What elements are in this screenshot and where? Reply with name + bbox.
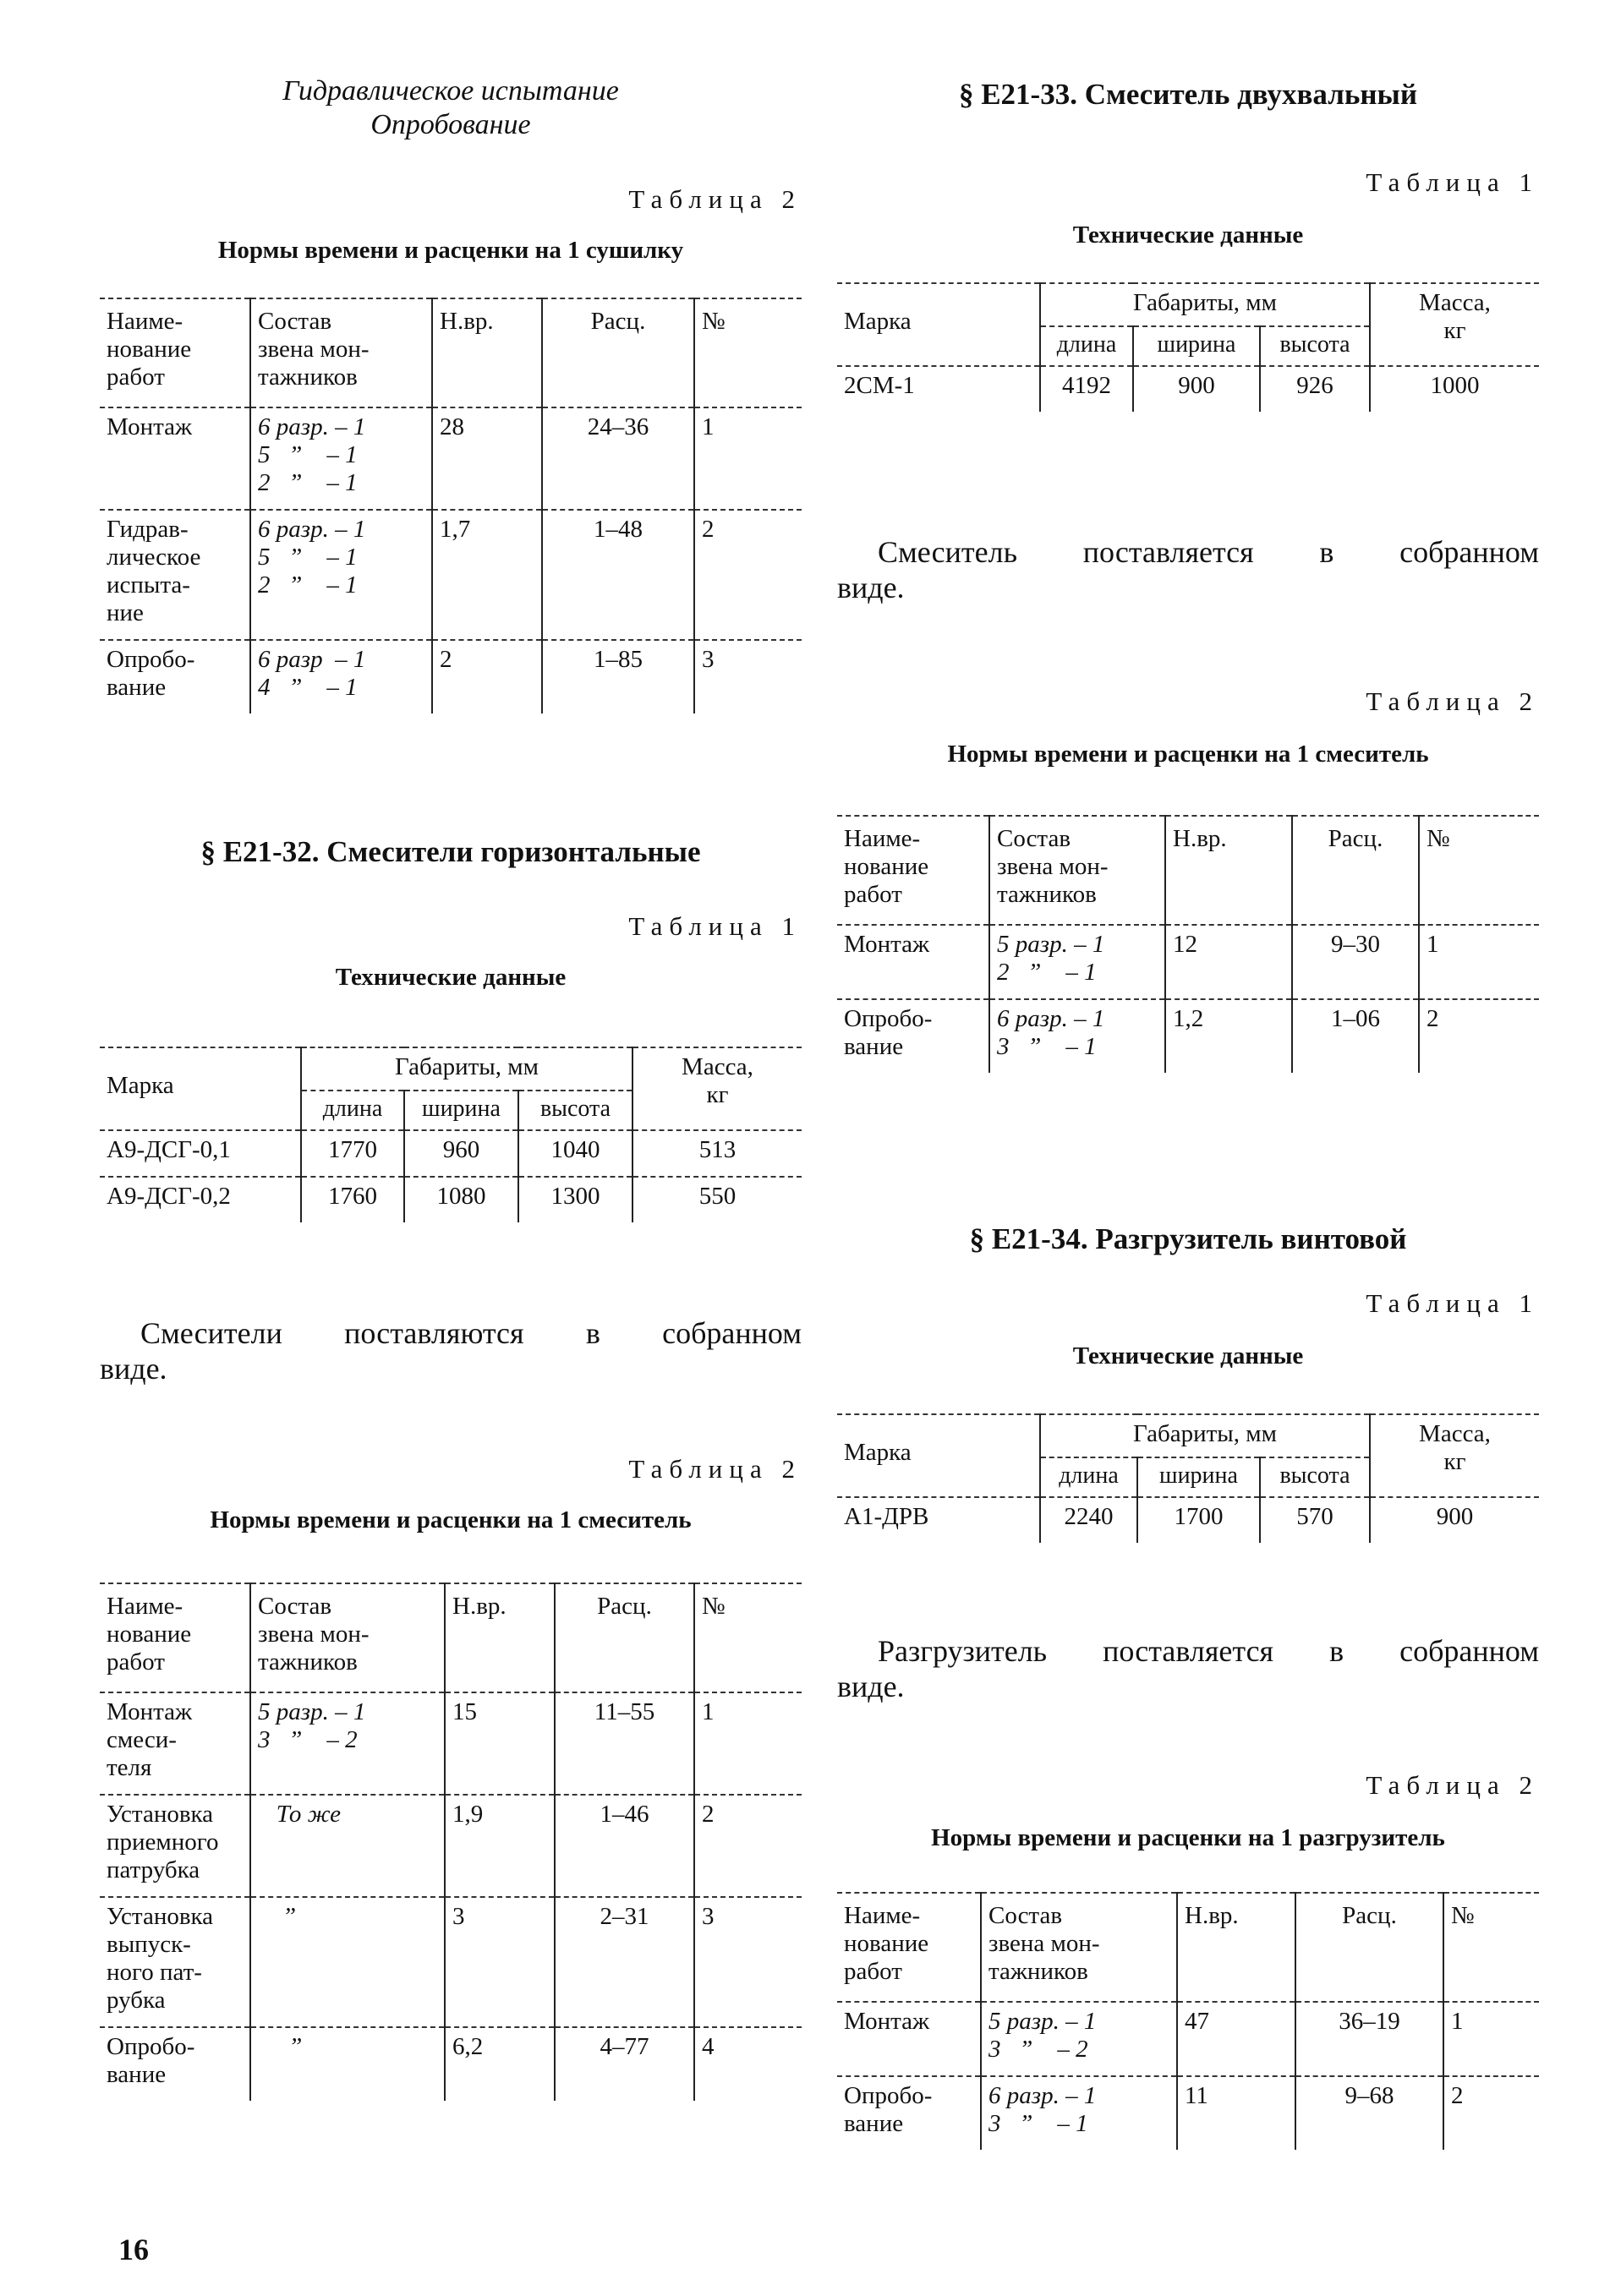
length: 1760 bbox=[301, 1177, 404, 1222]
crew: 5 разр. – 1 2 ” – 1 bbox=[989, 925, 1165, 999]
table-label: Таблица 1 bbox=[628, 911, 802, 941]
table-row bbox=[837, 1497, 1539, 1543]
width: 900 bbox=[1133, 366, 1260, 412]
paragraph-line: виде. bbox=[837, 571, 905, 604]
row-number: 4 bbox=[694, 2027, 802, 2101]
hours: 11 bbox=[1177, 2076, 1295, 2150]
header-hours: Н.вр. bbox=[432, 298, 542, 407]
crew: 5 разр. – 1 3 ” – 2 bbox=[250, 1692, 445, 1795]
mark: А9-ДСГ-0,2 bbox=[107, 1183, 231, 1210]
header-height: высота bbox=[1260, 1457, 1370, 1497]
rate: 2–31 bbox=[555, 1897, 694, 2027]
height: 1300 bbox=[518, 1177, 632, 1222]
header-number: № bbox=[1443, 1893, 1539, 2002]
table-row bbox=[100, 1897, 802, 2027]
header-number: № bbox=[694, 1583, 802, 1692]
hours: 12 bbox=[1165, 925, 1292, 999]
header-mark: Марка bbox=[107, 1071, 174, 1099]
rate: 4–77 bbox=[555, 2027, 694, 2101]
rate: 9–68 bbox=[1295, 2076, 1443, 2150]
page-number: 16 bbox=[118, 2233, 149, 2266]
table-row bbox=[837, 2002, 1539, 2076]
rate: 1–48 bbox=[542, 510, 694, 640]
table-caption: Технические данные bbox=[1072, 1342, 1304, 1369]
header-mass: Масса, кг bbox=[1370, 283, 1539, 366]
work-name: Монтаж bbox=[107, 413, 193, 440]
header-rate: Расц. bbox=[542, 298, 694, 407]
header-rate: Расц. bbox=[1295, 1893, 1443, 2002]
table-header-row bbox=[837, 283, 1539, 326]
header-length: длина bbox=[301, 1091, 404, 1130]
table-label: Таблица 2 bbox=[1366, 1770, 1539, 1800]
table-header-row bbox=[837, 1414, 1539, 1457]
mass: 550 bbox=[632, 1177, 802, 1222]
crew: 6 разр. – 1 3 ” – 1 bbox=[981, 2076, 1177, 2150]
table-header-row bbox=[100, 298, 802, 407]
hours: 6,2 bbox=[445, 2027, 555, 2101]
length: 1770 bbox=[301, 1130, 404, 1177]
norms-table-dryer bbox=[100, 298, 802, 713]
header-rate: Расц. bbox=[1292, 816, 1419, 925]
row-number: 2 bbox=[1443, 2076, 1539, 2150]
header-number: № bbox=[1419, 816, 1539, 925]
crew: ” bbox=[250, 2027, 445, 2101]
header-length: длина bbox=[1040, 326, 1133, 366]
width: 960 bbox=[404, 1130, 518, 1177]
row-number: 3 bbox=[694, 640, 802, 713]
header-number: № bbox=[694, 298, 802, 407]
crew: 6 разр. – 1 3 ” – 1 bbox=[989, 999, 1165, 1073]
table-header-row bbox=[837, 1893, 1539, 2002]
header-crew: Состав звена мон- тажников bbox=[981, 1893, 1177, 2002]
crew: То же bbox=[250, 1795, 445, 1897]
work-name: Опробо- вание bbox=[107, 646, 195, 701]
header-dimensions: Габариты, мм bbox=[301, 1047, 632, 1091]
paragraph-delivery bbox=[100, 1315, 802, 1386]
header-name: Наиме- нование работ bbox=[107, 1593, 192, 1676]
table-header-row bbox=[837, 816, 1539, 925]
hours: 1,2 bbox=[1165, 999, 1292, 1073]
height: 1040 bbox=[518, 1130, 632, 1177]
mass: 1000 bbox=[1370, 366, 1539, 412]
rate: 9–30 bbox=[1292, 925, 1419, 999]
table-row bbox=[100, 1177, 802, 1222]
header-hours: Н.вр. bbox=[1177, 1893, 1295, 2002]
crew: 5 разр. – 1 3 ” – 2 bbox=[981, 2002, 1177, 2076]
header-mass: Масса, кг bbox=[1370, 1414, 1539, 1497]
work-name: Монтаж bbox=[844, 931, 930, 958]
height: 570 bbox=[1260, 1497, 1370, 1543]
paragraph-line: Разгрузитель поставляется в собранном bbox=[878, 1634, 1539, 1668]
header-dimensions: Габариты, мм bbox=[1040, 283, 1370, 326]
header-crew: Состав звена мон- тажников bbox=[250, 1583, 445, 1692]
header-mass: Масса, кг bbox=[632, 1047, 802, 1130]
spec-table-twin-shaft-mixer bbox=[837, 282, 1539, 412]
work-name: Опробо- вание bbox=[844, 2082, 933, 2137]
work-name: Гидрав- лическое испыта- ние bbox=[107, 516, 201, 626]
table-header-row bbox=[100, 1047, 802, 1091]
hours: 2 bbox=[432, 640, 542, 713]
paragraph-delivery bbox=[837, 1633, 1539, 1704]
mark: А1-ДРВ bbox=[844, 1503, 929, 1530]
rate: 36–19 bbox=[1295, 2002, 1443, 2076]
crew: 6 разр – 1 4 ” – 1 bbox=[250, 640, 432, 713]
table-label: Таблица 1 bbox=[1366, 1288, 1539, 1318]
section-heading-hydraulic bbox=[100, 74, 802, 142]
rate: 1–85 bbox=[542, 640, 694, 713]
header-mark: Марка bbox=[844, 1438, 912, 1466]
table-row bbox=[100, 1795, 802, 1897]
table-row bbox=[837, 999, 1539, 1073]
header-width: ширина bbox=[1137, 1457, 1260, 1497]
rate: 11–55 bbox=[555, 1692, 694, 1795]
work-name: Установка приемного патрубка bbox=[107, 1801, 219, 1883]
row-number: 1 bbox=[1443, 2002, 1539, 2076]
paragraph-line: виде. bbox=[100, 1352, 167, 1386]
width: 1700 bbox=[1137, 1497, 1260, 1543]
hours: 1,9 bbox=[445, 1795, 555, 1897]
height: 926 bbox=[1260, 366, 1370, 412]
section-heading-e21-32: § Е21-32. Смесители горизонтальные bbox=[200, 835, 701, 868]
row-number: 1 bbox=[694, 1692, 802, 1795]
table-caption: Технические данные bbox=[1072, 221, 1304, 249]
mass: 513 bbox=[632, 1130, 802, 1177]
table-label: Таблица 1 bbox=[1366, 167, 1539, 197]
norms-table-horizontal-mixer bbox=[100, 1583, 802, 2101]
paragraph-delivery bbox=[837, 534, 1539, 605]
hours: 15 bbox=[445, 1692, 555, 1795]
row-number: 2 bbox=[1419, 999, 1539, 1073]
rate: 1–46 bbox=[555, 1795, 694, 1897]
header-mark: Марка bbox=[844, 307, 912, 335]
table-caption: Нормы времени и расценки на 1 смеситель bbox=[947, 741, 1429, 768]
mark: А9-ДСГ-0,1 bbox=[107, 1136, 231, 1163]
length: 2240 bbox=[1040, 1497, 1137, 1543]
mass: 900 bbox=[1370, 1497, 1539, 1543]
hours: 28 bbox=[432, 407, 542, 510]
table-label: Таблица 2 bbox=[628, 184, 802, 214]
table-row bbox=[100, 1130, 802, 1177]
table-label: Таблица 2 bbox=[1366, 686, 1539, 716]
table-row bbox=[100, 407, 802, 510]
table-row bbox=[837, 366, 1539, 412]
header-width: ширина bbox=[1133, 326, 1260, 366]
table-caption: Нормы времени и расценки на 1 смеситель bbox=[210, 1506, 692, 1533]
header-name: Наиме- нование работ bbox=[844, 1902, 929, 1985]
paragraph-line: Смесители поставляются в собранном bbox=[140, 1316, 802, 1350]
header-height: высота bbox=[518, 1091, 632, 1130]
table-row bbox=[100, 1692, 802, 1795]
mark: 2СМ-1 bbox=[844, 372, 915, 399]
hours: 1,7 bbox=[432, 510, 542, 640]
row-number: 1 bbox=[1419, 925, 1539, 999]
length: 4192 bbox=[1040, 366, 1133, 412]
table-caption: Нормы времени и расценки на 1 сушилку bbox=[217, 237, 684, 264]
crew: 6 разр. – 1 5 ” – 1 2 ” – 1 bbox=[250, 510, 432, 640]
table-row bbox=[100, 2027, 802, 2101]
table-row bbox=[100, 640, 802, 713]
norms-table-screw-unloader bbox=[837, 1892, 1539, 2150]
row-number: 3 bbox=[694, 1897, 802, 2027]
crew: 6 разр. – 1 5 ” – 1 2 ” – 1 bbox=[250, 407, 432, 510]
header-width: ширина bbox=[404, 1091, 518, 1130]
table-row bbox=[837, 2076, 1539, 2150]
table-label: Таблица 2 bbox=[628, 1454, 802, 1484]
row-number: 2 bbox=[694, 510, 802, 640]
spec-table-horizontal-mixers bbox=[100, 1047, 802, 1222]
width: 1080 bbox=[404, 1177, 518, 1222]
spec-table-screw-unloader bbox=[837, 1413, 1539, 1543]
table-caption: Нормы времени и расценки на 1 разгрузитель bbox=[931, 1824, 1445, 1851]
header-hours: Н.вр. bbox=[445, 1583, 555, 1692]
header-crew: Состав звена мон- тажников bbox=[250, 298, 432, 407]
header-rate: Расц. bbox=[555, 1583, 694, 1692]
table-caption: Технические данные bbox=[335, 964, 567, 991]
heading-line: Опробование bbox=[370, 109, 531, 140]
work-name: Монтаж bbox=[844, 2008, 930, 2035]
row-number: 2 bbox=[694, 1795, 802, 1897]
hours: 47 bbox=[1177, 2002, 1295, 2076]
work-name: Монтаж смеси- теля bbox=[107, 1698, 193, 1781]
section-heading-e21-34: § Е21-34. Разгрузитель винтовой bbox=[969, 1222, 1407, 1255]
hours: 3 bbox=[445, 1897, 555, 2027]
paragraph-line: виде. bbox=[837, 1670, 905, 1703]
row-number: 1 bbox=[694, 407, 802, 510]
header-name: Наиме- нование работ bbox=[107, 308, 192, 391]
table-row bbox=[837, 925, 1539, 999]
header-name: Наиме- нование работ bbox=[844, 825, 929, 908]
work-name: Опробо- вание bbox=[107, 2033, 195, 2088]
paragraph-line: Смеситель поставляется в собранном bbox=[878, 535, 1539, 569]
header-hours: Н.вр. bbox=[1165, 816, 1292, 925]
work-name: Опробо- вание bbox=[844, 1005, 933, 1060]
heading-line: Гидравлическое испытание bbox=[282, 75, 619, 107]
table-header-row bbox=[100, 1583, 802, 1692]
crew: ” bbox=[250, 1897, 445, 2027]
section-heading-e21-33: § Е21-33. Смеситель двухвальный bbox=[958, 78, 1418, 111]
work-name: Установка выпуск- ного пат- рубка bbox=[107, 1903, 214, 2014]
rate: 1–06 bbox=[1292, 999, 1419, 1073]
table-row bbox=[100, 510, 802, 640]
header-height: высота bbox=[1260, 326, 1370, 366]
rate: 24–36 bbox=[542, 407, 694, 510]
header-crew: Состав звена мон- тажников bbox=[989, 816, 1165, 925]
norms-table-twin-shaft-mixer bbox=[837, 815, 1539, 1073]
header-length: длина bbox=[1040, 1457, 1137, 1497]
header-dimensions: Габариты, мм bbox=[1040, 1414, 1370, 1457]
